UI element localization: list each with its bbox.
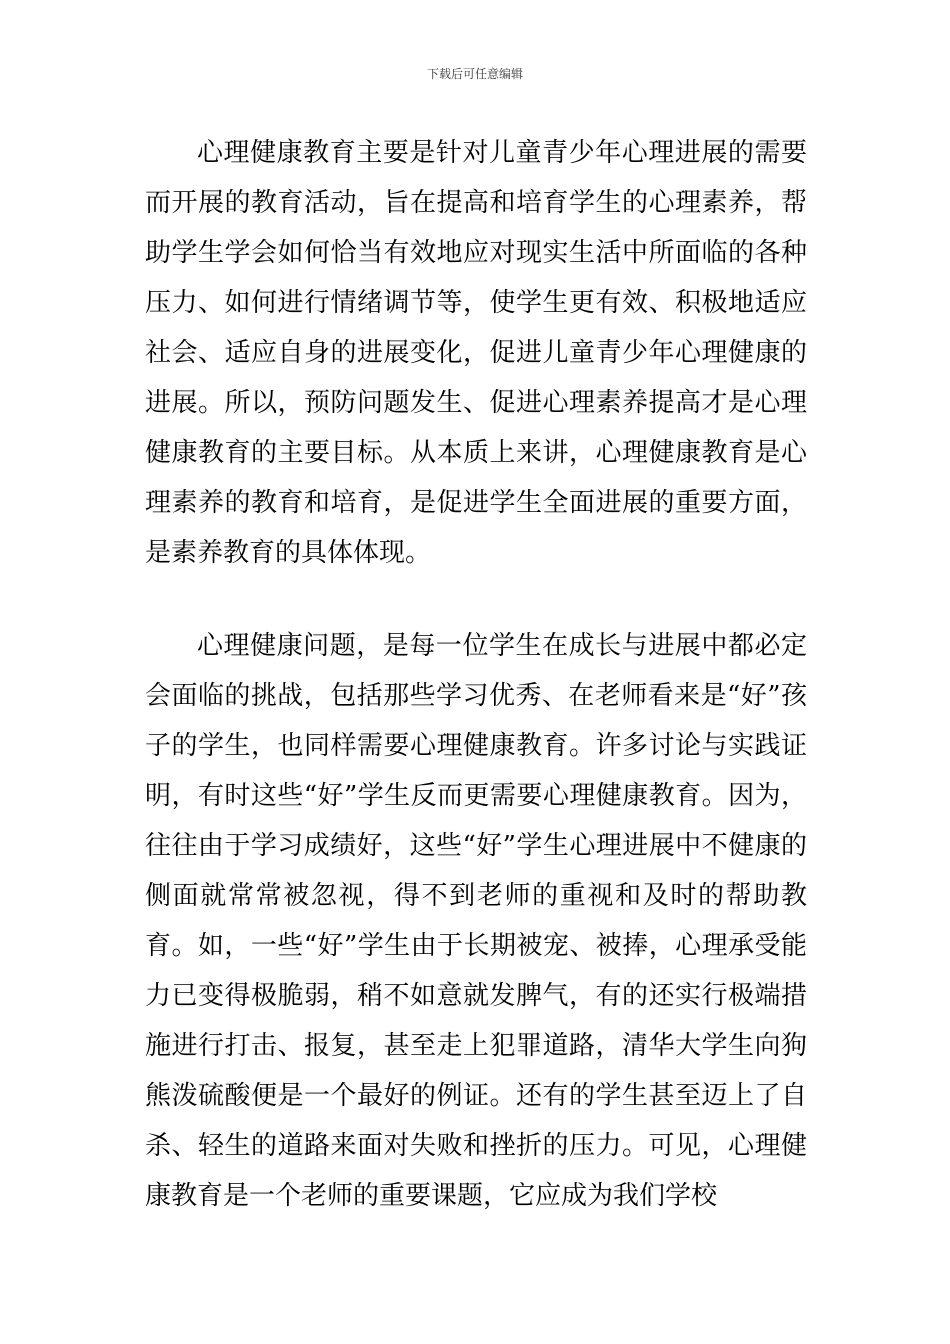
header-note: 下载后可任意编辑 (426, 67, 523, 81)
paragraph-2: 心理健康问题，是每一位学生在成长与进展中都必定会面临的挑战，包括那些学习优秀、在老师看来是“好”孩子的学生，也同样需要心理健康教育。许多讨论与实践证明，有时这些“好”学生反而更需要心理健康教育。因为，往往由于学习成绩好，这些“好”学生心理进展中不健康的侧面就常常被忽视，得不到老师的重视和及时的帮助教育。如，一些“好”学生由于长期被宠、被捧，心理承受能力已变得极脆弱，稍不如意就发脾气，有的还实行极端措施进行打击、报复，甚至走上犯罪道路，清华大学生向狗熊泼硫酸便是一个最好的例证。还有的学生甚至迈上了自杀、轻生的道路来面对失败和挫折的压力。可见，心理健康教育是一个老师的重要课题，它应成为我们学校 (145, 631, 807, 1211)
paragraph-block-1 (145, 128, 807, 578)
paragraph-1: 心理健康教育主要是针对儿童青少年心理进展的需要而开展的教育活动，旨在提高和培育学生的心理素养，帮助学生学会如何恰当有效地应对现实生活中所面临的各种压力、如何进行情绪调节等，使学生更有效、积极地适应社会、适应自身的进展变化，促进儿童青少年心理健康的进展。所以，预防问题发生、促进心理素养提高才是心理健康教育的主要目标。从本质上来讲，心理健康教育是心理素养的教育和培育，是促进学生全面进展的重要方面，是素养教育的具体体现。 (145, 138, 807, 568)
paragraph-block-2 (145, 621, 807, 1221)
